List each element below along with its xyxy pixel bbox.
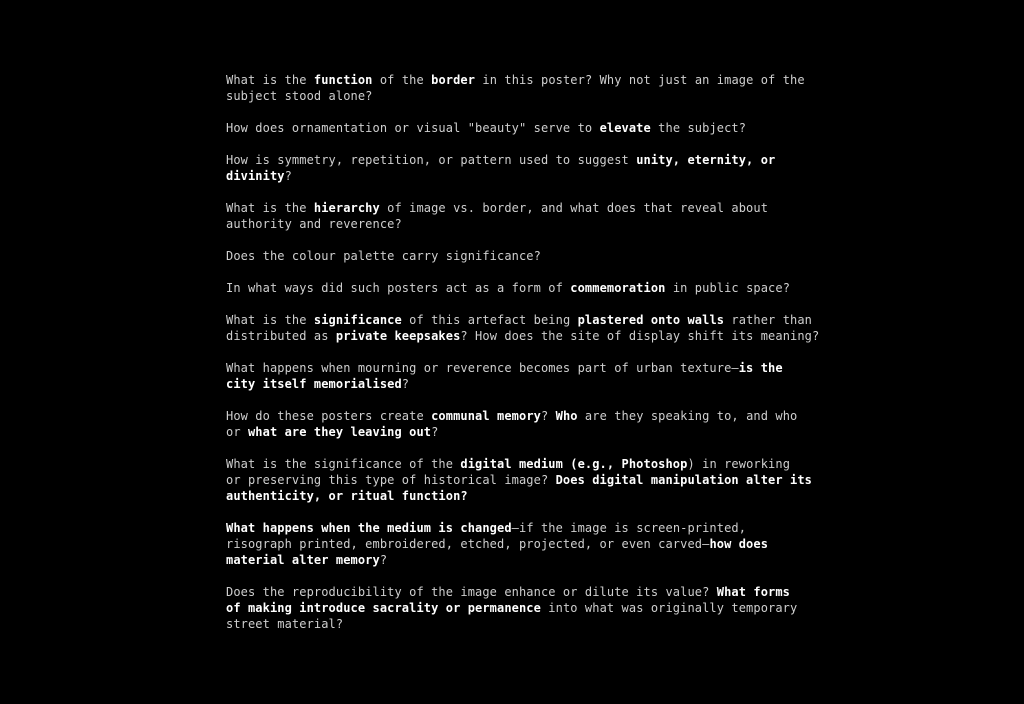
question-text: in this poster? Why not just an image of the — [475, 73, 805, 87]
question-text: What is the — [226, 313, 314, 327]
question-text: ? How does the site of display shift its meaning? — [460, 329, 820, 343]
question-text: What is the — [226, 201, 314, 215]
emphasized-text: Does digital manipulation alter its — [555, 473, 812, 487]
question-paragraph — [226, 520, 826, 568]
question-text: ? — [401, 377, 410, 391]
emphasized-text: Who — [555, 409, 578, 423]
question-text: subject stood alone? — [226, 89, 373, 103]
emphasized-text: commemoration — [570, 281, 666, 295]
emphasized-text: What happens when the medium is changed — [226, 521, 512, 535]
emphasized-text: city itself memorialised — [226, 377, 402, 391]
question-paragraph — [226, 248, 826, 264]
emphasized-text: What forms — [716, 585, 790, 599]
question-list — [226, 72, 826, 648]
emphasized-text: material alter memory — [226, 553, 380, 567]
question-text: in public space? — [665, 281, 791, 295]
question-text: street material? — [226, 617, 344, 631]
question-text: What is the significance of the — [226, 457, 461, 471]
question-text: ) in reworking — [687, 457, 791, 471]
question-text: into what was originally temporary — [540, 601, 798, 615]
emphasized-text: communal memory — [431, 409, 541, 423]
question-text: What is the — [226, 73, 314, 87]
question-paragraph — [226, 584, 826, 632]
question-text: risograph printed, embroidered, etched, projected, or even carved— — [226, 537, 710, 551]
question-text: How do these posters create — [226, 409, 432, 423]
question-text: —if the image is screen-printed, — [511, 521, 747, 535]
emphasized-text: plastered onto walls — [577, 313, 725, 327]
question-paragraph — [226, 360, 826, 392]
question-paragraph — [226, 312, 826, 344]
question-text: ? — [379, 553, 388, 567]
question-text: or preserving this type of historical image? — [226, 473, 556, 487]
emphasized-text: function — [313, 73, 373, 87]
question-text: Does the reproducibility of the image enhance or dilute its value? — [226, 585, 717, 599]
question-text: of the — [372, 73, 432, 87]
emphasized-text: digital medium (e.g., Photoshop — [460, 457, 688, 471]
question-text: In what ways did such posters act as a form of — [226, 281, 571, 295]
question-paragraph — [226, 120, 826, 136]
emphasized-text: private keepsakes — [335, 329, 461, 343]
question-paragraph — [226, 280, 826, 296]
emphasized-text: significance — [313, 313, 402, 327]
question-text: How does ornamentation or visual "beauty" serve to — [226, 121, 600, 135]
emphasized-text: unity, eternity, or — [636, 153, 776, 167]
emphasized-text: is the — [738, 361, 783, 375]
emphasized-text: elevate — [599, 121, 651, 135]
question-text: What happens when mourning or reverence becomes part of urban texture— — [226, 361, 739, 375]
question-text: are they speaking to, and who — [577, 409, 798, 423]
question-paragraph — [226, 408, 826, 440]
emphasized-text: divinity — [226, 169, 285, 183]
question-text: distributed as — [226, 329, 336, 343]
question-text: authority and reverence? — [226, 217, 402, 231]
emphasized-text: border — [431, 73, 476, 87]
emphasized-text: of making introduce sacrality or permanence — [226, 601, 541, 615]
question-text: of image vs. border, and what does that reveal about — [379, 201, 769, 215]
question-paragraph — [226, 72, 826, 104]
emphasized-text: authenticity, or ritual function? — [226, 489, 468, 503]
question-text: of this artefact being — [401, 313, 578, 327]
emphasized-text: what are they leaving out — [247, 425, 432, 439]
question-text: the subject? — [650, 121, 747, 135]
question-text: Does the colour palette carry significance? — [226, 249, 541, 263]
question-text: rather than — [724, 313, 813, 327]
question-paragraph — [226, 200, 826, 232]
emphasized-text: how does — [709, 537, 769, 551]
question-paragraph — [226, 152, 826, 184]
question-text: ? — [284, 169, 292, 183]
question-text: ? — [431, 425, 439, 439]
question-text: How is symmetry, repetition, or pattern used to suggest — [226, 153, 637, 167]
question-paragraph — [226, 456, 826, 504]
question-text: ? — [540, 409, 556, 423]
emphasized-text: hierarchy — [313, 201, 380, 215]
question-text: or — [226, 425, 248, 439]
